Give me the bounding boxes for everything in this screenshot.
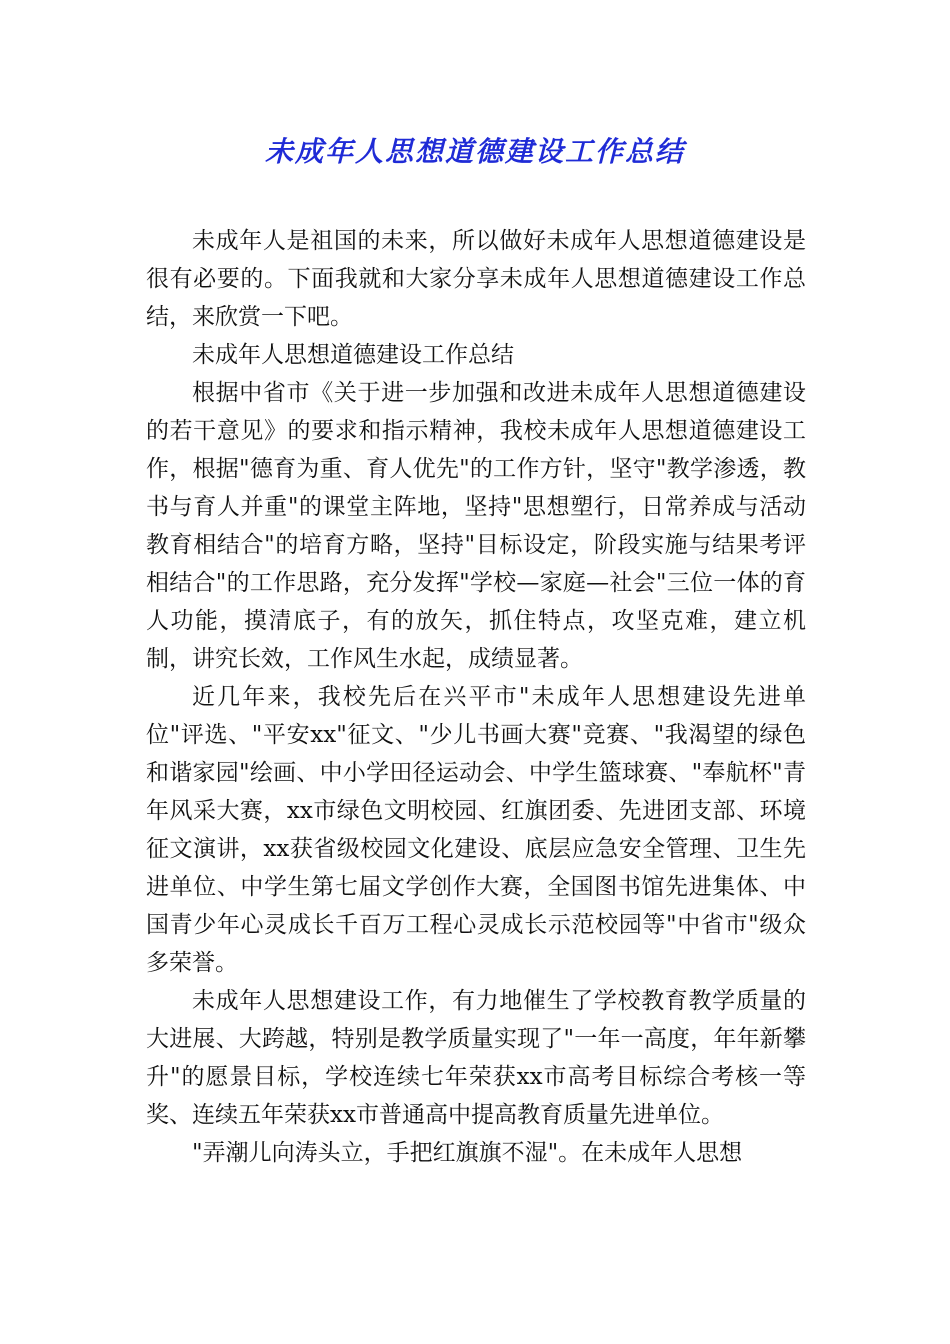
paragraph-subtitle: 未成年人思想道德建设工作总结 <box>192 342 514 368</box>
paragraph-quote: "弄潮儿向涛头立，手把红旗旗不湿"。在未成年人思想 <box>192 1140 743 1166</box>
paragraph-intro: 未成年人是祖国的未来，所以做好未成年人思想道德建设是很有必要的。下面我就和大家分享未成年人思想道德建设工作总结，来欣赏一下吧。 <box>146 228 806 330</box>
document-body <box>146 222 806 1172</box>
document-title: 未成年人思想道德建设工作总结 <box>264 135 685 168</box>
paragraph-policy: 根据中省市《关于进一步加强和改进未成年人思想道德建设的若干意见》的要求和指示精神，我校未成年人思想道德建设工作，根据"德育为重、育人优先"的工作方针，坚守"教学渗透，教书与育人并重"的课堂主阵地，坚持"思想塑行，日常养成与活动教育相结合"的培育方略，坚持"目标设定，阶段实施与结果考评相结合"的工作思路，充分发挥"学校—家庭—社会"三位一体的育人功能，摸清底子，有的放矢，抓住特点，攻坚克难，建立机制，讲究长效，工作风生水起，成绩显著。 <box>146 380 806 672</box>
paragraph-honors: 近几年来，我校先后在兴平市"未成年人思想建设先进单位"评选、"平安xx"征文、"少儿书画大赛"竞赛、"我渴望的绿色和谐家园"绘画、中小学田径运动会、中学生篮球赛、"奉航杯"青年风采大赛，xx市绿色文明校园、红旗团委、先进团支部、环境征文演讲，xx获省级校园文化建设、底层应急安全管理、卫生先进单位、中学生第七届文学创作大赛，全国图书馆先进集体、中国青少年心灵成长千百万工程心灵成长示范校园等"中省市"级众多荣誉。 <box>146 684 806 976</box>
paragraph-quality: 未成年人思想建设工作，有力地催生了学校教育教学质量的大进展、大跨越，特别是教学质量实现了"一年一高度，年年新攀升"的愿景目标，学校连续七年荣获xx市高考目标综合考核一等奖、连续五年荣获xx市普通高中提高教育质量先进单位。 <box>146 988 806 1128</box>
